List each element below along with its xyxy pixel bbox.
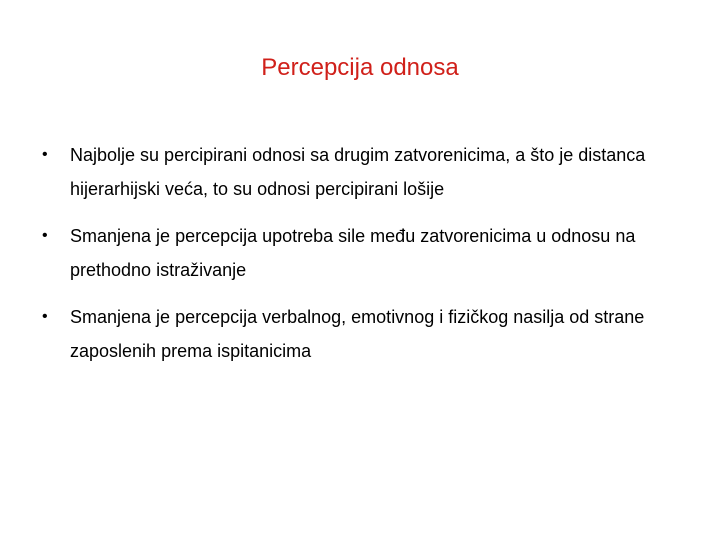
bullet-dot-icon: • [42, 227, 48, 244]
bullet-text: Smanjena je percepcija upotreba sile među zatvorenicima u odnosu na prethodno istraživanje [70, 226, 636, 280]
bullet-list [42, 138, 682, 381]
bullet-dot-icon: • [42, 146, 48, 163]
bullet-item [42, 300, 682, 368]
bullet-item [42, 219, 682, 287]
bullet-item [42, 138, 682, 206]
bullet-text: Najbolje su percipirani odnosi sa drugim zatvorenicima, a što je distanca hijerarhijski veća, to su odnosi percipirani lošije [70, 145, 646, 199]
bullet-text: Smanjena je percepcija verbalnog, emotivnog i fizičkog nasilja od strane zaposlenih prema ispitanicima [70, 307, 645, 361]
slide-title: Percepcija odnosa [261, 54, 459, 81]
bullet-dot-icon: • [42, 308, 48, 325]
